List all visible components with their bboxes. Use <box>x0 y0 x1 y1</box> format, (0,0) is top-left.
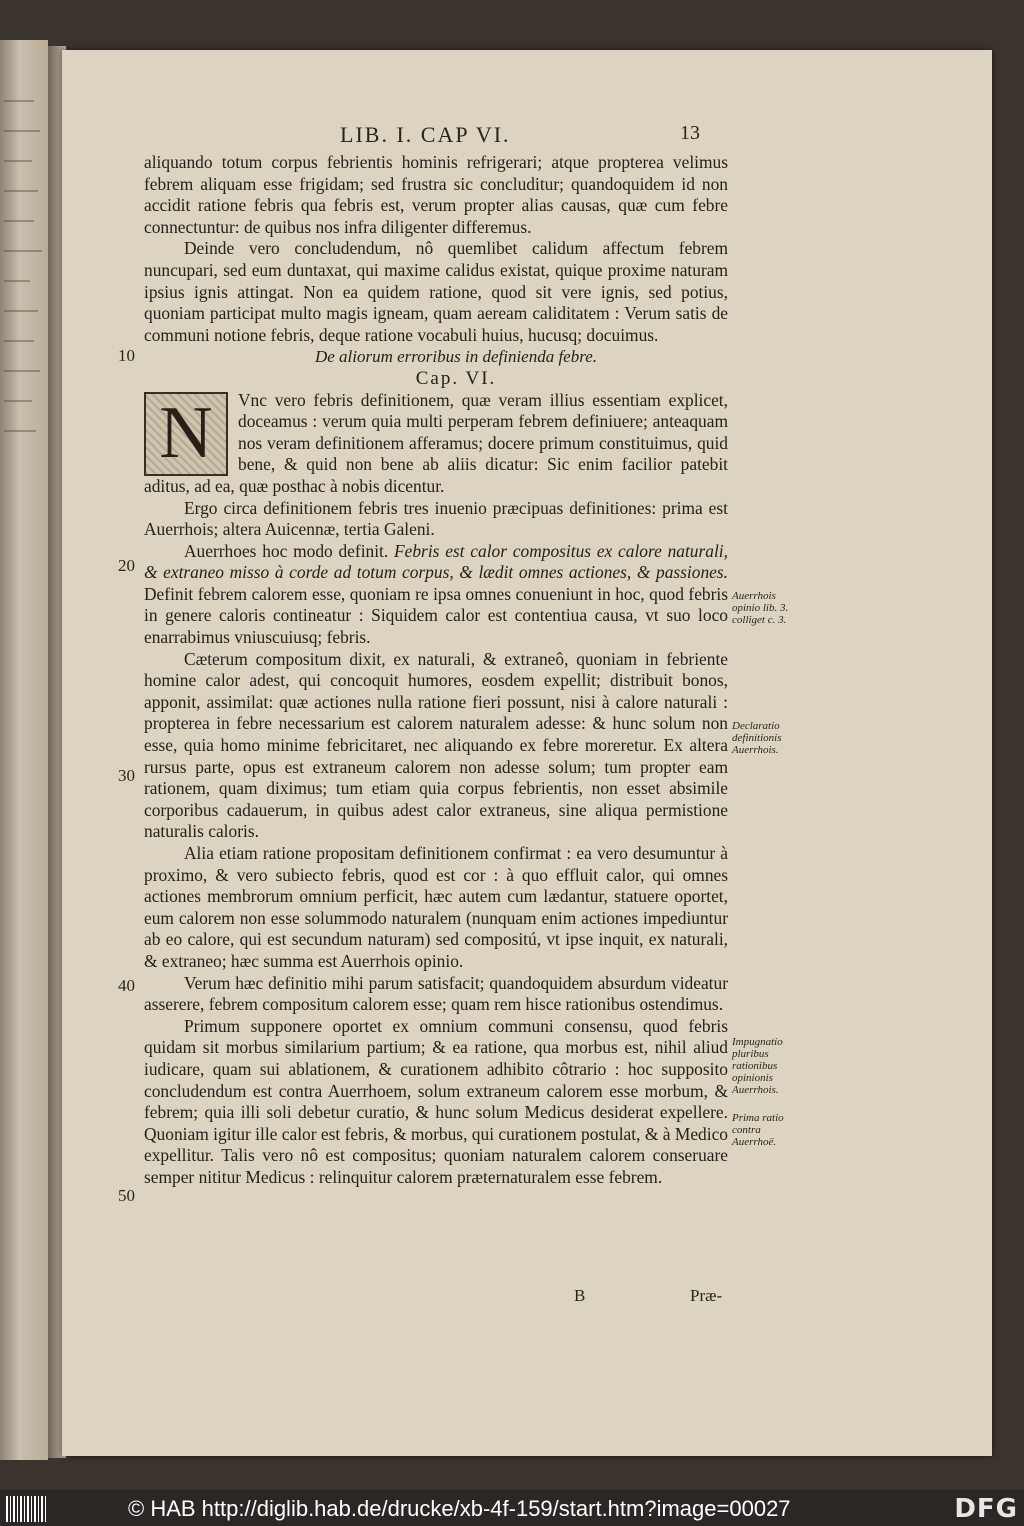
barcode-icon <box>6 1496 48 1522</box>
definition-lead: Auerrhoes hoc modo definit. <box>184 540 389 561</box>
paragraph: aliquando totum corpus febrientis hominis refrigerari; atque propterea velimus febrem aliquam esse frigidam; sed frustra sic concluditur; quandoquidem id non accidit ratione febris qua febris est, verum propter alias causas, quæ cum febre connectuntur: de quibus nos infra diligenter differemus. <box>144 152 728 237</box>
chapter-subtitle: De aliorum erroribus in definienda febre. <box>314 347 598 367</box>
decorated-initial: N <box>144 392 228 476</box>
definition-quote: Febris est calor compositus ex calore naturali, & extraneo misso à corde ad totum corpus, & lædit omnes actiones, & passiones. <box>144 540 728 583</box>
line-number: 40 <box>118 976 135 995</box>
line-number: 20 <box>118 556 135 575</box>
paragraph: Cæterum compositum dixit, ex naturali, & extraneô, quoniam in febriente homine calor adest, qui concoquit humores, eosdem expellit; distribuit bonos, apponit, assimilat: quæ actiones nulla ratione fieri possunt, nisi à calore naturali : propterea in febre necessarium est calorem naturalem adesse: & hunc solum non esse, quia homo minime febricitaret, nec aliquando ex febre moreretur. Ex altera rursus parte, opus est extraneum calorem non adesse solum; tum propter eam rationem, quam diximus; tum etiam quia corpus febrientis, non esset absimile corporibus cadauerum, in quibus adest calor extraneus, sine aliqua permistione naturalis caloris. <box>144 648 728 842</box>
signature-mark: B <box>574 1286 586 1305</box>
main-text <box>144 152 728 1189</box>
running-title: LIB. I. CAP VI. <box>340 122 511 147</box>
marginal-note: Impugnatio pluribus rationibus opinionis Auerrhois. <box>732 1036 783 1096</box>
marginal-note: Prima ratio contra Auerrhoë. <box>732 1112 784 1148</box>
opening-paragraph <box>144 390 728 498</box>
paragraph: Ergo circa definitionem febris tres inuenio præcipuas definitiones: prima est Auerrhois; altera Auicennæ, tertia Galeni. <box>144 497 728 540</box>
chapter-heading: Cap. VI. <box>415 367 497 389</box>
paragraph: Verum hæc definitio mihi parum satisfacit; quandoquidem absurdum videatur asserere, febrem compositum calorem esse; quam rem hisce rationibus ostendimus. <box>144 972 728 1015</box>
paragraph: Primum supponere oportet ex omnium communi consensu, quod febris quidam sit morbus similarium partium; & ea ratione, qua morbus est, nihil aliud iudicare, quam sui ablationem, & curationem adhibito côtrario : hoc supposito concludendum est contra Auerrhoem, solum extraneum calorem esse morbum, & febrem; quia illi soli debetur curatio, & hunc solum Medicus desiderat expellere. Quoniam igitur ille calor est febris, & morbus, qui curationem postulat, & à Medico expellitur. Talis vero nô est compositus; quoniam naturalem calorem conseruare semper nititur Medicus : relinquitur calorem præternaturalem esse febrem. <box>144 1015 728 1187</box>
copyright-url[interactable]: © HAB http://diglib.hab.de/drucke/xb-4f-159/start.htm?image=00027 <box>128 1496 791 1521</box>
paragraph: Alia etiam ratione propositam definitionem confirmat : ea vero desumuntur à proximo, & vero subiecto febris, quod est cor : à quo effluit calor, qui omnes actiones membrorum omnium perficit, hæc autem cum lædantur, statuere oportet, eum calorem non esse solummodo naturalem (nunquam enim actiones impediuntur ab eo calore, qui est secundum naturam) sed compositú, vt ipse inquit, ex naturali, & extraneo; hæc summa est Auerrhois opinio. <box>144 843 728 971</box>
dfg-logo: DFG <box>954 1494 1018 1524</box>
paragraph: Deinde vero concludendum, nô quemlibet calidum affectum febrem nuncupari, sed eum duntaxat, qui maxime calidus existat, quique proxime naturam ipsius ignis attingat. Non ea quidem ratione, quod sit vere ignis, sed potius, quoniam participat multo magis igneam, quam aeream caliditatem : Verum satis de communi notione febris, deque ratione vocabuli huius, hucusq; docuimus. <box>144 238 728 345</box>
line-number: 50 <box>118 1186 135 1205</box>
paragraph-auerrhoes <box>144 541 728 649</box>
definition-rest: Definit febrem calorem esse, quoniam re ipsa omnes conueniunt in hoc, quod febris in genere caloris contineatur : Siquidem calor est contentiua causa, vt suo loco enarrabimus vniuscuiusq; febris. <box>144 583 728 648</box>
previous-page-edge <box>0 40 48 1460</box>
viewer-footer <box>0 1490 1024 1526</box>
catchword: Præ- <box>690 1286 723 1305</box>
paragraph: Vnc vero febris definitionem, quæ veram illius essentiam explicet, doceamus : verum quia multi perperam febrem definiuere; anteaquam nos veram definitionem afferamus; docere primum constituimus, quid bene, & quid non bene ab aliis dicatur: Sic enim facilior patebit aditus, ad ea, quæ posthac à nobis dicentur. <box>144 389 728 496</box>
marginal-note: Declaratio definitionis Auerrhois. <box>732 720 782 756</box>
marginal-note: Auerrhois opinio lib. 3. colliget c. 3. <box>732 590 789 626</box>
line-number: 10 <box>118 346 135 365</box>
folio-number: 13 <box>680 122 700 144</box>
running-head <box>340 122 700 148</box>
line-number: 30 <box>118 766 135 785</box>
